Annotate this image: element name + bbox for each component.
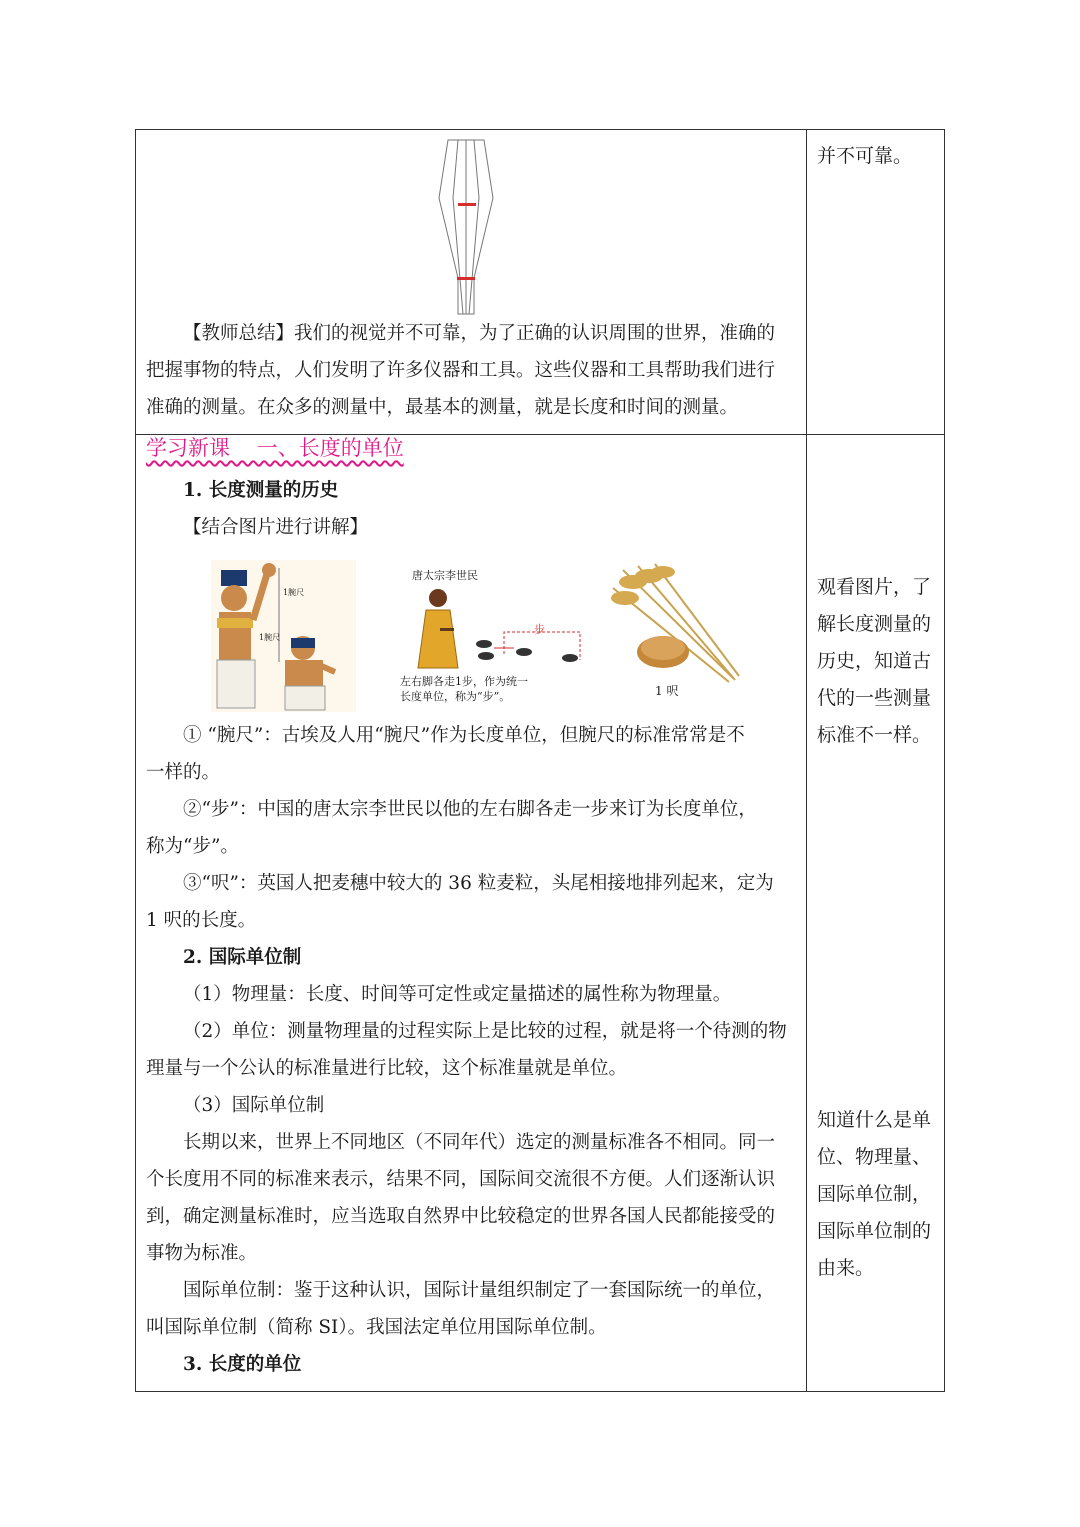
- s2-line-10: 叫国际单位制（简称 SI）。我国法定单位用国际单位制。: [146, 1317, 607, 1338]
- section-2-title: 2. 国际单位制: [183, 947, 302, 968]
- item-2-line-1: ②“步”：中国的唐太宗李世民以他的左右脚各走一步来订为长度单位，: [183, 799, 757, 820]
- summary-line-2: 把握事物的特点，人们发明了许多仪器和工具。这些仪器和工具帮助我们进行: [146, 360, 776, 381]
- s2-line-1: （1）物理量：长度、时间等可定性或定量描述的属性称为物理量。: [183, 984, 732, 1005]
- item-1-line-1: ① “腕尺”：古埃及人用“腕尺”作为长度单位，但腕尺的标准常常是不: [183, 725, 745, 746]
- lesson-table: [135, 129, 945, 1392]
- wheat-caption: 1 呎: [655, 684, 679, 698]
- tang-emperor-step-image: [394, 560, 584, 712]
- side-note-units-2: 位、物理量、: [817, 1146, 932, 1168]
- cubit-label-1: 1腕尺: [283, 588, 305, 597]
- section-3-title: 3. 长度的单位: [183, 1354, 302, 1375]
- side-note-history-2: 解长度测量的: [817, 613, 932, 635]
- item-3-line-2: 1 呎的长度。: [146, 910, 257, 931]
- side-note-history-3: 历史，知道古: [817, 650, 932, 672]
- tang-caption-1: 左右脚各走1步，作为统一: [400, 675, 528, 688]
- column-divider: [806, 130, 807, 1391]
- s2-line-4: （3）国际单位制: [183, 1095, 325, 1116]
- side-note-history-5: 标准不一样。: [817, 724, 932, 746]
- section-1-title: 1. 长度测量的历史: [183, 480, 339, 501]
- egypt-cubit-image: [211, 560, 356, 712]
- tang-caption-2: 长度单位，称为“步”。: [400, 690, 511, 703]
- side-note-units-3: 国际单位制，: [817, 1183, 932, 1205]
- item-2-line-2: 称为“步”。: [146, 836, 239, 857]
- side-note-history-1: 观看图片，了: [817, 576, 932, 598]
- side-note-history-4: 代的一些测量: [817, 687, 932, 709]
- side-note-units-5: 由来。: [817, 1257, 875, 1279]
- summary-line-3: 准确的测量。在众多的测量中，最基本的测量，就是长度和时间的测量。: [146, 397, 739, 418]
- side-note-top: 并不可靠。: [817, 145, 913, 167]
- lesson-heading: 学习新课 一、长度的单位: [146, 436, 404, 460]
- side-note-units-1: 知道什么是单: [817, 1109, 932, 1131]
- s2-line-2: （2）单位：测量物理量的过程实际上是比较的过程，就是将一个待测的物: [183, 1021, 787, 1042]
- cubit-label-2: 1腕尺: [259, 633, 281, 642]
- tang-title: 唐太宗李世民: [412, 569, 478, 582]
- item-3-line-1: ③“呎”：英国人把麦穗中较大的 36 粒麦粒，头尾相接地排列起来，定为: [183, 873, 774, 894]
- s2-line-8: 事物为标准。: [146, 1243, 258, 1264]
- s2-line-7: 到，确定测量标准时，应当选取自然界中比较稳定的世界各国人民都能接受的: [146, 1206, 776, 1227]
- side-note-units-4: 国际单位制的: [817, 1220, 932, 1242]
- item-1-line-2: 一样的。: [146, 762, 221, 783]
- illusion-figure: [436, 138, 496, 316]
- summary-line-1: 【教师总结】我们的视觉并不可靠，为了正确的认识周围的世界，准确的: [183, 323, 776, 344]
- s2-line-9: 国际单位制：鉴于这种认识，国际计量组织制定了一套国际统一的单位，: [183, 1280, 776, 1301]
- s2-line-5: 长期以来，世界上不同地区（不同年代）选定的测量标准各不相同。同一: [183, 1132, 776, 1153]
- s2-line-3: 理量与一个公认的标准量进行比较，这个标准量就是单位。: [146, 1058, 628, 1079]
- section-1-hint: 【结合图片进行讲解】: [183, 517, 369, 538]
- tang-step-label: 步: [534, 623, 545, 636]
- s2-line-6: 个长度用不同的标准来表示，结果不同，国际间交流很不方便。人们逐渐认识: [146, 1169, 776, 1190]
- wheat-foot-image: [603, 560, 743, 712]
